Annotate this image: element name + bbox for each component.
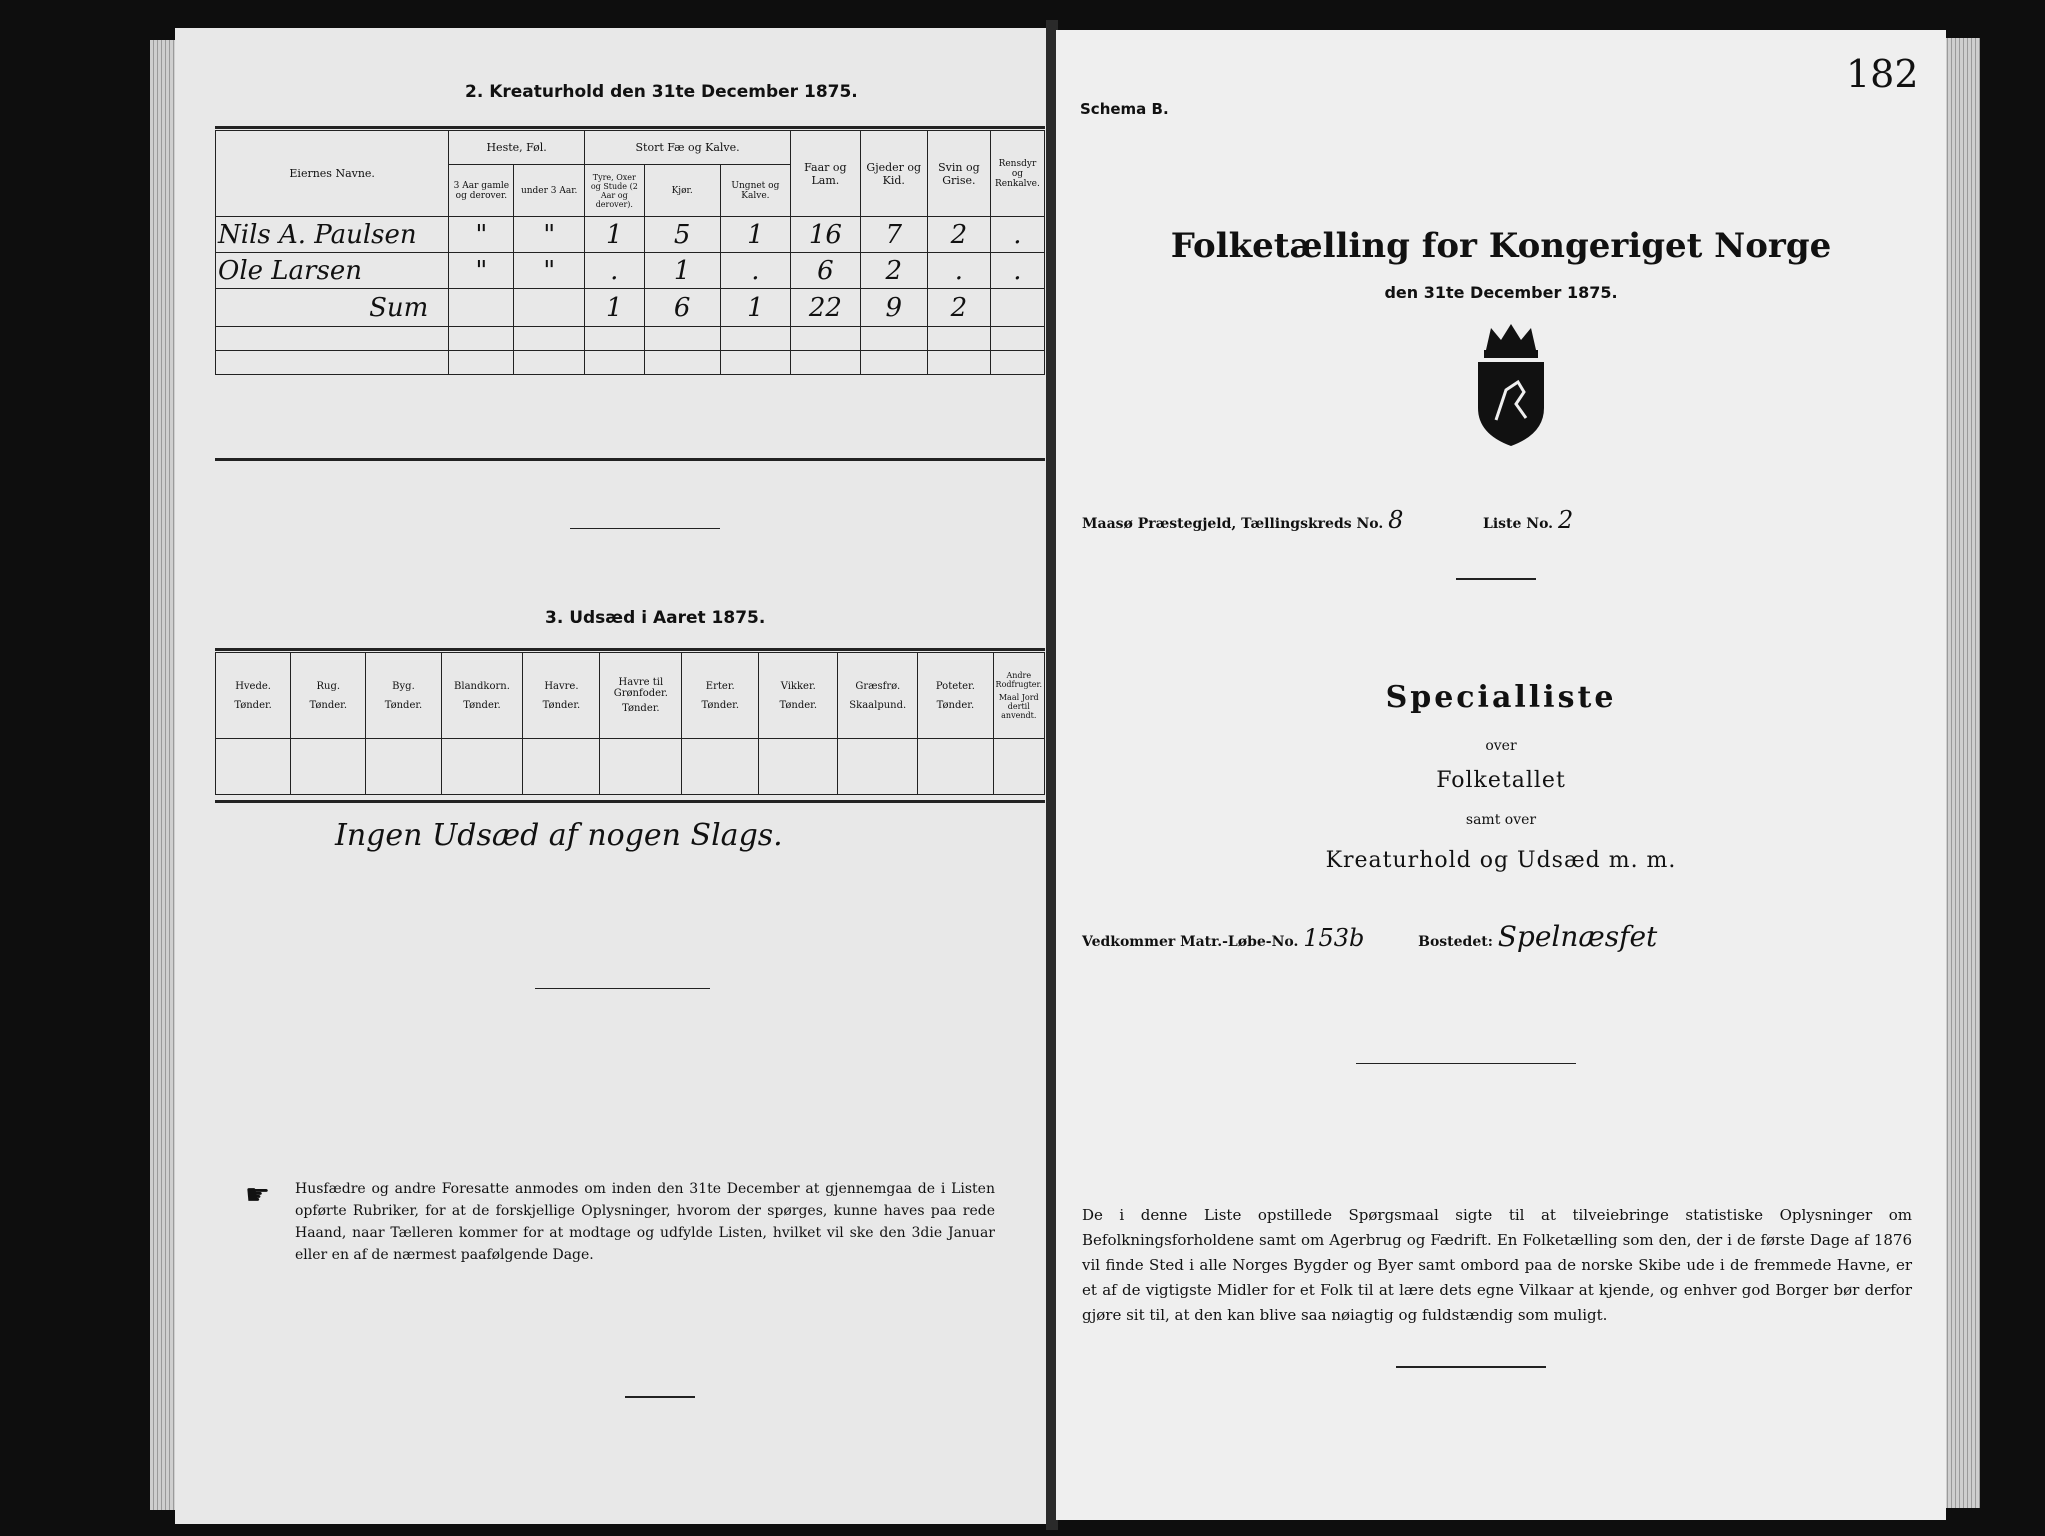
section3-top-rule xyxy=(215,648,1045,651)
col-unit: Tønder. xyxy=(384,699,423,711)
over-text: over xyxy=(1485,738,1517,754)
cell: 1 xyxy=(720,289,791,327)
main-title: Folketælling for Kongeriget Norge xyxy=(1170,226,1832,266)
col-rodfrugter xyxy=(993,653,1044,739)
cell: . xyxy=(927,253,990,289)
rensdyr-header: Rensdyr og Renkalve. xyxy=(990,131,1044,217)
col-unit: Tønder. xyxy=(779,699,818,711)
cell: " xyxy=(449,253,514,289)
col-unit: Tønder. xyxy=(309,699,348,711)
kjor-header: Kjør. xyxy=(644,165,720,217)
handwritten-note: Ingen Udsæd af nogen Slags. xyxy=(335,818,783,853)
empty-row xyxy=(216,351,1045,375)
owner-name: Ole Larsen xyxy=(216,253,449,289)
cell: 5 xyxy=(644,217,720,253)
col-name: Havre til Grønfoder. xyxy=(613,677,668,699)
cell: 6 xyxy=(791,253,860,289)
cell xyxy=(990,289,1044,327)
tyre-header: Tyre, Oxer og Stude (2 Aar og derover). xyxy=(584,165,644,217)
section3-title: 3. Udsæd i Aaret 1875. xyxy=(545,608,766,628)
separator-line xyxy=(535,988,710,989)
liste-value: 2 xyxy=(1557,506,1574,534)
cell: . xyxy=(720,253,791,289)
cell: " xyxy=(514,253,585,289)
col-unit: Tønder. xyxy=(936,699,975,711)
col-name: Havre. xyxy=(544,680,579,692)
col-name: Andre Rodfrugter. xyxy=(995,671,1043,689)
sum-row xyxy=(216,289,1045,327)
bosted-value: Spelnæsfet xyxy=(1497,920,1658,953)
right-page xyxy=(1056,30,1946,1520)
cell: 22 xyxy=(791,289,860,327)
notice-text: Husfædre og andre Foresatte anmodes om inden den 31te December at gjennemgaa de i Listen opførte Rubriker, for at de forskjellige Oplysninger, hvorom der spørges, kunne haves paa rede Haand, naar Tælleren kommer for at modtage og udfylde Listen, hvilket vil ske den 3die Januar eller en af de nærmest paafølgende Dage. xyxy=(295,1181,995,1263)
livestock-table xyxy=(215,130,1045,375)
cell: 9 xyxy=(860,289,927,327)
col-name: Rug. xyxy=(316,680,341,692)
empty-row xyxy=(216,327,1045,351)
table-row xyxy=(216,739,1045,795)
sowing-table xyxy=(215,652,1045,795)
section2-bottom-rule xyxy=(215,458,1045,461)
kreaturhold-text: Kreaturhold og Udsæd m. m. xyxy=(1325,848,1677,873)
col-name: Poteter. xyxy=(935,680,975,692)
kreds-label: Tællingskreds No. xyxy=(1241,516,1384,532)
col-unit: Tønder. xyxy=(463,699,501,711)
left-page xyxy=(175,28,1047,1524)
col-havre-gronfoder xyxy=(600,653,682,739)
schema-label: Schema B. xyxy=(1080,100,1169,118)
heste-header: Heste, Føl. xyxy=(449,131,585,165)
col-name: Vikker. xyxy=(780,680,816,692)
col-poteter xyxy=(918,653,993,739)
cell: 16 xyxy=(791,217,860,253)
specialliste-title: Specialliste xyxy=(1385,680,1617,715)
col-hvede xyxy=(216,653,291,739)
ungnet-header: Ungnet og Kalve. xyxy=(720,165,791,217)
cell: 2 xyxy=(927,289,990,327)
faar-header: Faar og Lam. xyxy=(791,131,860,217)
owner-header: Eiernes Navne. xyxy=(216,131,449,217)
col-graesfro xyxy=(838,653,918,739)
section2-top-rule xyxy=(215,126,1045,129)
col-unit: Maal Jord dertil anvendt. xyxy=(998,693,1039,720)
col-havre xyxy=(523,653,600,739)
cell: 1 xyxy=(720,217,791,253)
col-erter xyxy=(682,653,759,739)
col-name: Græsfrø. xyxy=(855,680,901,692)
sum-label: Sum xyxy=(216,289,449,327)
stortfae-header: Stort Fæ og Kalve. xyxy=(584,131,790,165)
page-number: 182 xyxy=(1846,52,1919,96)
cell: . xyxy=(990,217,1044,253)
col-blandkorn xyxy=(441,653,523,739)
separator-line xyxy=(570,528,720,529)
col-unit: Tønder. xyxy=(234,699,272,711)
col-name: Blandkorn. xyxy=(454,680,510,692)
separator-line xyxy=(1456,578,1536,580)
matr-value: 153b xyxy=(1303,924,1365,952)
col-unit: Skaalpund. xyxy=(849,699,907,711)
table-row xyxy=(216,253,1045,289)
col-unit: Tønder. xyxy=(701,699,740,711)
prestegjeld-label: Maasø Præstegjeld, xyxy=(1082,516,1237,532)
matr-label: Vedkommer Matr.-Løbe-No. xyxy=(1082,934,1299,950)
cell: . xyxy=(584,253,644,289)
owner-name: Nils A. Paulsen xyxy=(216,217,449,253)
cell: 1 xyxy=(584,289,644,327)
separator-line xyxy=(1396,1366,1546,1368)
col-unit: Tønder. xyxy=(622,703,660,714)
cell: 7 xyxy=(860,217,927,253)
samt-over-text: samt over xyxy=(1465,812,1537,828)
gjeder-header: Gjeder og Kid. xyxy=(860,131,927,217)
district-line xyxy=(1082,506,1573,534)
svin-header: Svin og Grise. xyxy=(927,131,990,217)
folketallet-text: Folketallet xyxy=(1436,768,1566,793)
heste-young-header: under 3 Aar. xyxy=(514,165,585,217)
cell xyxy=(514,289,585,327)
cell: 1 xyxy=(644,253,720,289)
cell: 1 xyxy=(584,217,644,253)
heste-old-header: 3 Aar gamle og derover. xyxy=(449,165,514,217)
cell: 2 xyxy=(860,253,927,289)
separator-line xyxy=(1356,1063,1576,1064)
matr-line xyxy=(1082,920,1657,953)
left-page-edges xyxy=(150,40,178,1510)
col-byg xyxy=(366,653,441,739)
col-name: Hvede. xyxy=(235,680,271,692)
col-rug xyxy=(291,653,366,739)
section2-title: 2. Kreaturhold den 31te December 1875. xyxy=(465,82,858,102)
kreds-value: 8 xyxy=(1388,506,1404,534)
coat-of-arms-icon xyxy=(1466,320,1556,450)
liste-label: Liste No. xyxy=(1483,516,1554,532)
cell: " xyxy=(514,217,585,253)
cell: " xyxy=(449,217,514,253)
separator-line xyxy=(625,1396,695,1398)
cell: 2 xyxy=(927,217,990,253)
section3-bottom-rule xyxy=(215,800,1045,803)
col-unit: Tønder. xyxy=(542,699,581,711)
cell xyxy=(449,289,514,327)
pointing-hand-icon: ☛ xyxy=(245,1178,271,1211)
cell: . xyxy=(990,253,1044,289)
col-vikker xyxy=(759,653,838,739)
bosted-label: Bostedet: xyxy=(1418,934,1493,950)
explanatory-paragraph: De i denne Liste opstillede Spørgsmaal sigte til at tilveiebringe statistiske Oplysninger om Befolkningsforholdene samt om Agerbrug og Fædrift. En Folketælling som den, der i de første Dage af 1876 vil finde Sted i alle Norges Bygder og Byer samt ombord paa de norske Skibe ude i de fremmede Havne, er et af de vigtigste Midler for et Folk til at lære dets egne Vilkaar at kjende, og enhver god Borger bør derfor gjøre sit til, at den kan blive saa nøiagtig og fuldstændig som muligt. xyxy=(1082,1206,1912,1324)
col-name: Erter. xyxy=(705,680,735,692)
cell: 6 xyxy=(644,289,720,327)
date-line: den 31te December 1875. xyxy=(1384,283,1618,302)
table-row xyxy=(216,217,1045,253)
col-name: Byg. xyxy=(392,680,415,692)
right-page-edges xyxy=(1940,38,1980,1508)
